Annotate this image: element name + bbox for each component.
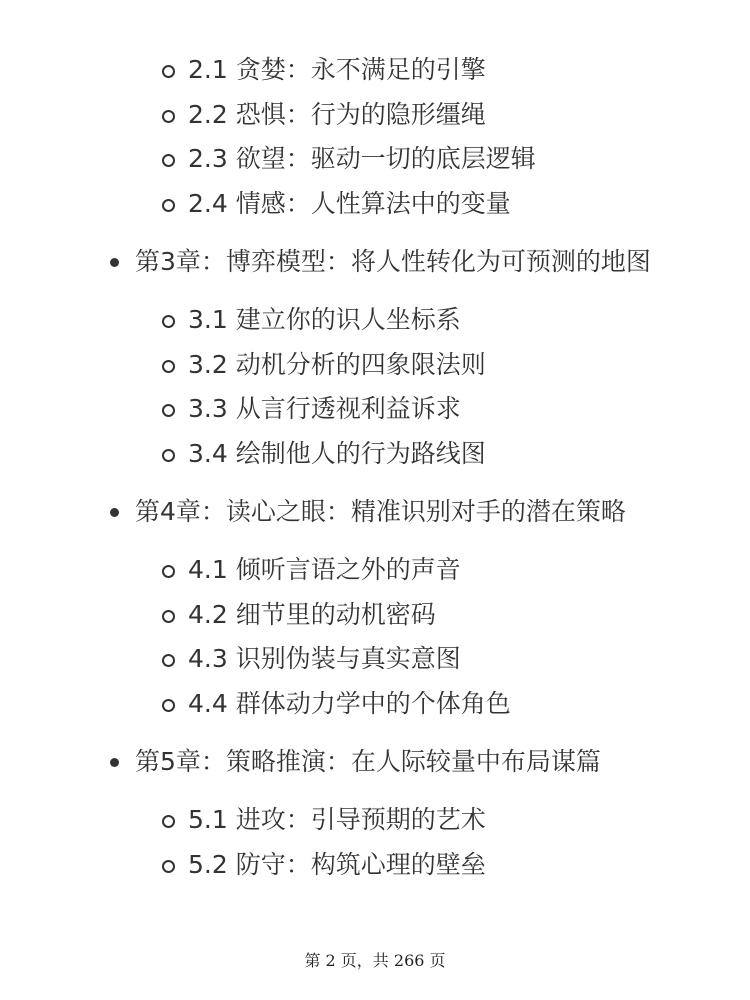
item-text: 2.4 情感：人性算法中的变量: [188, 188, 511, 218]
item-text: 4.3 识别伪装与真实意图: [188, 644, 461, 673]
list-item: [0, 387, 750, 432]
hollow-bullet-icon: [162, 654, 175, 667]
list-item: [0, 182, 750, 227]
hollow-bullet-icon: [162, 699, 175, 712]
hollow-bullet-icon: [162, 65, 175, 78]
hollow-bullet-icon: [162, 610, 175, 623]
list-item: [0, 548, 750, 593]
list-item: [0, 798, 750, 843]
chapter-title: 第3章：博弈模型：将人性转化为可预测的地图: [135, 247, 651, 276]
item-text: 4.4 群体动力学中的个体角色: [188, 688, 511, 718]
list-item: [0, 48, 750, 93]
chapter-heading: [0, 240, 750, 284]
filled-bullet-icon: [110, 508, 119, 517]
sub-list: [0, 548, 750, 726]
hollow-bullet-icon: [162, 199, 175, 212]
filled-bullet-icon: [110, 258, 119, 267]
item-text: 5.1 进攻：引导预期的艺术: [188, 805, 486, 834]
item-text: 5.2 防守：构筑心理的壁垒: [188, 849, 486, 879]
filled-bullet-icon: [110, 758, 119, 767]
list-item: [0, 343, 750, 388]
hollow-bullet-icon: [162, 860, 175, 873]
hollow-bullet-icon: [162, 449, 175, 462]
item-text: 3.2 动机分析的四象限法则: [188, 349, 486, 379]
table-of-contents: [0, 48, 750, 887]
sub-list: [0, 798, 750, 887]
list-item: [0, 682, 750, 727]
item-text: 3.4 绘制他人的行为路线图: [188, 438, 486, 468]
hollow-bullet-icon: [162, 815, 175, 828]
list-item: [0, 298, 750, 343]
list-item: [0, 137, 750, 182]
list-item: [0, 93, 750, 138]
chapter-heading: [0, 490, 750, 534]
item-text: 3.1 建立你的识人坐标系: [188, 305, 461, 334]
hollow-bullet-icon: [162, 404, 175, 417]
list-item: [0, 432, 750, 477]
sub-list: [0, 298, 750, 476]
chapter-title: 第5章：策略推演：在人际较量中布局谋篇: [135, 747, 601, 776]
sub-list: [0, 48, 750, 226]
item-text: 3.3 从言行透视利益诉求: [188, 394, 461, 423]
list-item: [0, 637, 750, 682]
list-item: [0, 843, 750, 888]
hollow-bullet-icon: [162, 154, 175, 167]
item-text: 4.2 细节里的动机密码: [188, 599, 436, 629]
item-text: 2.2 恐惧：行为的隐形缰绳: [188, 99, 486, 129]
item-text: 2.3 欲望：驱动一切的底层逻辑: [188, 144, 536, 173]
hollow-bullet-icon: [162, 315, 175, 328]
hollow-bullet-icon: [162, 360, 175, 373]
chapter-heading: [0, 740, 750, 784]
page-footer: 第 2 页，共 266 页: [304, 951, 446, 970]
hollow-bullet-icon: [162, 110, 175, 123]
item-text: 2.1 贪婪：永不满足的引擎: [188, 55, 486, 84]
list-item: [0, 593, 750, 638]
chapter-title: 第4章：读心之眼：精准识别对手的潜在策略: [135, 497, 626, 526]
item-text: 4.1 倾听言语之外的声音: [188, 555, 461, 584]
hollow-bullet-icon: [162, 565, 175, 578]
